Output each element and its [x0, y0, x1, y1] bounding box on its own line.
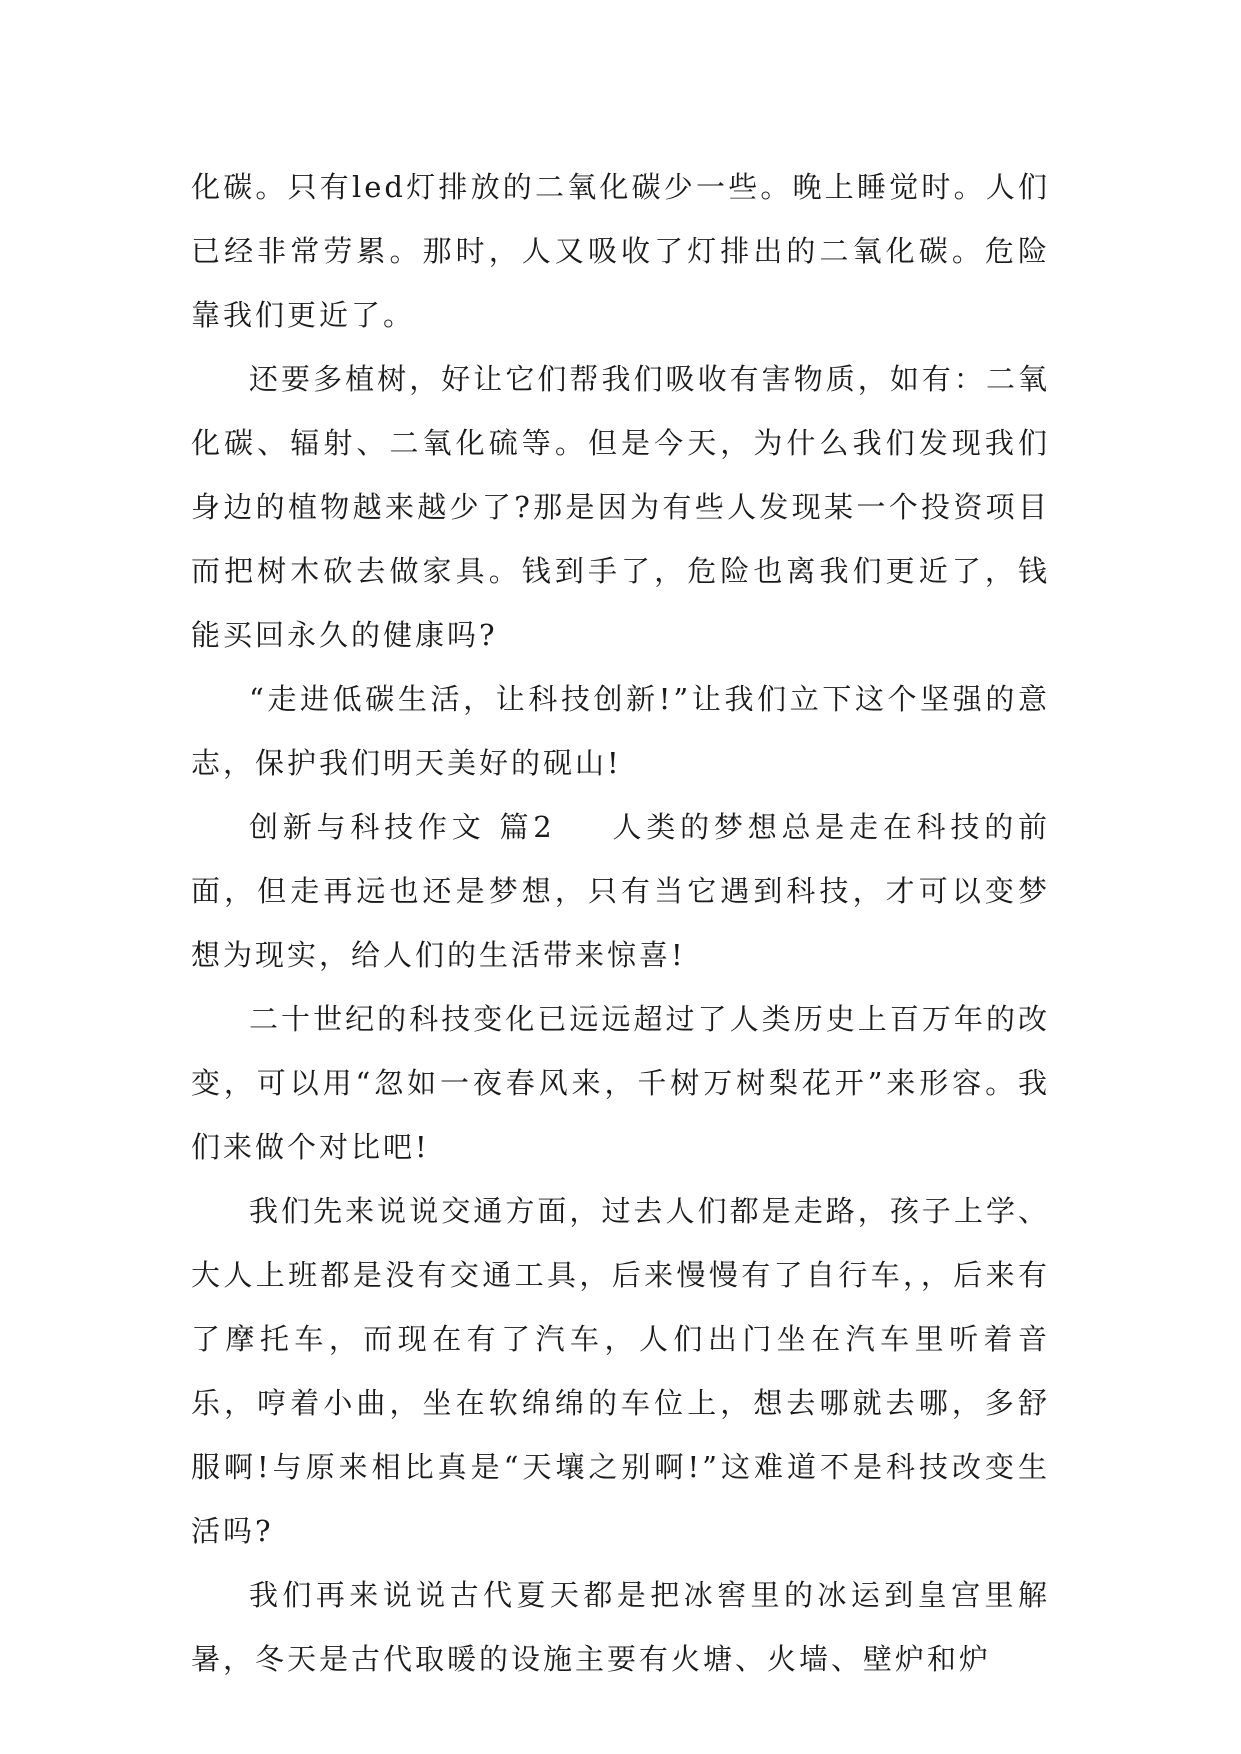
paragraph-plant-trees: 还要多植树，好让它们帮我们吸收有害物质，如有：二氧化碳、辐射、二氧化硫等。但是今天，为什么我们发现我们身边的植物越来越少了?那是因为有些人发现某一个投资项目而把树木砍去做家具。钱到手了，危险也离我们更近了，钱能买回永久的健康吗? [191, 362, 1050, 652]
section-intro-text: 人类的梦想总是走在科技的前面，但走再远也还是梦想，只有当它遇到科技，才可以变梦想为现实，给人们的生活带来惊喜! [191, 810, 1050, 972]
section-paragraph [191, 795, 1050, 987]
paragraph-low-carbon-slogan: “走进低碳生活，让科技创新!”让我们立下这个坚强的意志，保护我们明天美好的砚山! [191, 682, 1050, 780]
document-body [191, 155, 1050, 1691]
paragraph-continuation: 化碳。只有led灯排放的二氧化碳少一些。晚上睡觉时。人们已经非常劳累。那时，人又吸收了灯排出的二氧化碳。危险靠我们更近了。 [191, 170, 1050, 332]
paragraph-transportation: 我们先来说说交通方面，过去人们都是走路，孩子上学、大人上班都是没有交通工具，后来慢慢有了自行车，，后来有了摩托车，而现在有了汽车，人们出门坐在汽车里听着音乐，哼着小曲，坐在软绵绵的车位上，想去哪就去哪，多舒服啊!与原来相比真是“天壤之别啊!”这难道不是科技改变生活吗? [191, 1194, 1050, 1548]
paragraph-twentieth-century: 二十世纪的科技变化已远远超过了人类历史上百万年的改变，可以用“忽如一夜春风来，千树万树梨花开”来形容。我们来做个对比吧! [191, 1002, 1050, 1164]
section-title: 创新与科技作文 篇2 [249, 810, 555, 844]
paragraph-ancient-summer: 我们再来说说古代夏天都是把冰窖里的冰运到皇宫里解暑，冬天是古代取暖的设施主要有火塘、火墙、壁炉和炉 [191, 1578, 1050, 1676]
